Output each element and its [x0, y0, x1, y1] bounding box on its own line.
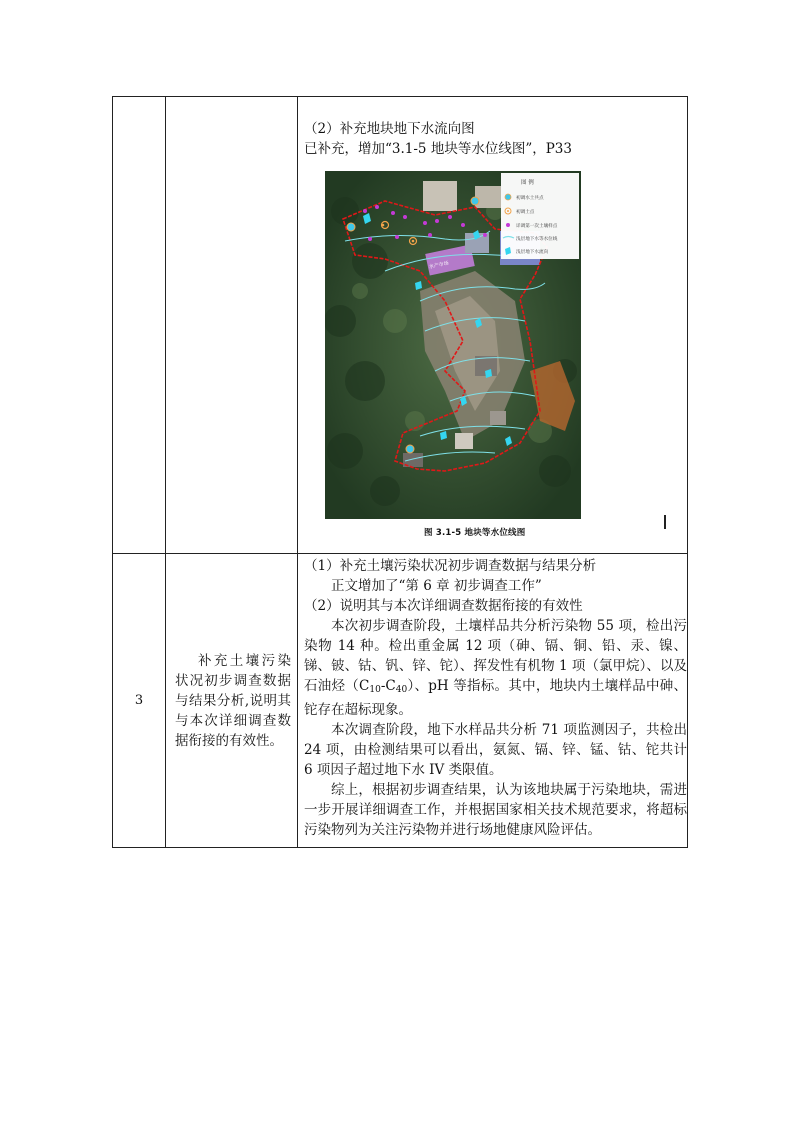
response-cell	[298, 97, 688, 554]
legend-item-label: 浅层地下水流向	[516, 250, 549, 255]
map-legend	[501, 173, 579, 259]
request-cell	[166, 97, 298, 554]
item-response: 正文增加了“第 6 章 初步调查工作”	[331, 578, 542, 594]
magenta-dot-icon	[506, 223, 510, 227]
legend-item-label: 详调第一次土壤样点	[516, 224, 558, 229]
paragraph-soil-results: 本次初步调查阶段，土壤样品共分析污染物 55 项，检出污染物 14 种。检出重金属 12 项（砷、镉、铜、铅、汞、镍、锑、铍、钴、钒、锌、铊）、挥发性有机物 1 项（氯甲烷）、以及石油烃$(C_{10}-C_{40})$、pH 等指标。其中，地块内土壤样品中砷、铊存在超标现象。	[304, 618, 687, 718]
row-number-cell: 3	[113, 554, 166, 848]
legend-item-label: 初调水土共点	[516, 196, 544, 201]
paragraph-conclusion: 综上，根据初步调查结果，认为该地块属于污染地块，需进一步开展详细调查工作，并根据国家相关技术规范要求，将超标污染物列为关注污染物并进行场地健康风险评估。	[304, 782, 687, 838]
response-cell	[298, 554, 688, 848]
item-heading: （1）补充土壤污染状况初步调查数据与结果分析	[304, 558, 597, 574]
response-table	[112, 96, 688, 848]
satellite-map	[325, 171, 581, 519]
table-row	[113, 97, 688, 554]
legend-item-label: 浅层地下水等水位线	[516, 237, 558, 242]
paragraph-groundwater-results: 本次调查阶段，地下水样品共分析 71 项监测因子，共检出 24 项，由检测结果可以看出，氨氮、镉、锌、锰、钴、铊共计 6 项因子超过地下水 IV 类限值。	[304, 722, 687, 778]
figure-caption: 图 3.1-5 地块等水位线图	[424, 528, 526, 538]
request-cell	[166, 554, 298, 848]
legend-title: 图 例	[521, 180, 534, 186]
item-heading: （2）说明其与本次详细调查数据衔接的有效性	[304, 598, 583, 614]
text-cursor	[664, 515, 666, 529]
item-response: 已补充，增加“3.1-5 地块等水位线图”，P33	[304, 141, 572, 157]
request-text: 补充土壤污染状况初步调查数据与结果分析,说明其与本次详细调查数据衔接的有效性。	[175, 652, 291, 749]
cyan-dot-icon	[505, 194, 511, 200]
legend-item-label: 初调土点	[516, 210, 535, 215]
table-row	[113, 554, 688, 848]
item-heading: （2）补充地块地下水流向图	[304, 121, 475, 137]
groundwater-contour-figure	[325, 171, 581, 519]
building-label: 水产市场	[428, 260, 450, 271]
row-number-cell	[113, 97, 166, 554]
